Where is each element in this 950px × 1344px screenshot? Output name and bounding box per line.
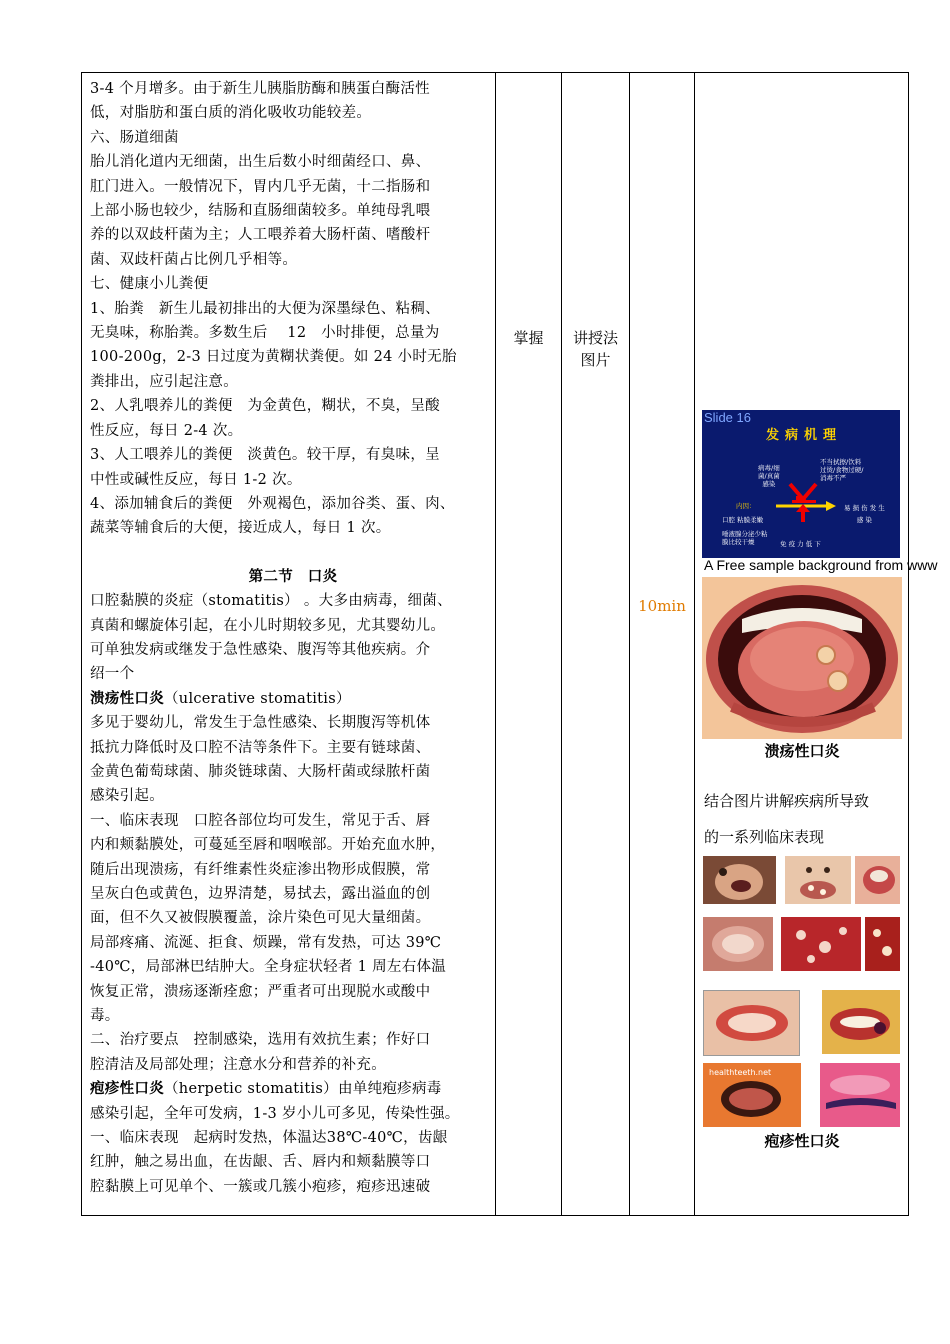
ulcer-text-line: 毒。 <box>90 1008 120 1025</box>
digestive-text-line: 菌、双歧杆菌占比例几乎相等。 <box>90 251 298 268</box>
slide-inner-cause: 内因： <box>736 502 756 510</box>
herpes-text-line: 感染引起，全年可发病，1-3 岁小儿可多见，传染性强。 <box>90 1105 460 1122</box>
herpes-photo-6 <box>865 917 900 971</box>
column-divider <box>561 73 562 1215</box>
herpes-heading-rest: （herpetic stomatitis）由单纯疱疹病毒 <box>164 1081 442 1098</box>
slide-title: 发病机理 <box>766 428 843 443</box>
ulcer-text-line: 面，但不久又被假膜覆盖，涂片染色可见大量细菌。 <box>90 910 431 927</box>
ulcer-text-line: 局部疼痛、流涎、拒食、烦躁，常有发热，可达 39℃ <box>90 934 442 951</box>
herpes-photo-2 <box>785 856 851 904</box>
herpes-heading: 疱疹性口炎 <box>90 1080 164 1098</box>
stomatitis-intro-line: 真菌和螺旋体引起，在小儿时期较多见，尤其婴幼儿。 <box>90 617 446 634</box>
ulcer-text-line: 呈灰白色或黄色，边界清楚，易拭去，露出溢血的创 <box>90 886 431 902</box>
stomatitis-intro-line: 口腔黏膜的炎症（stomatitis） 。大多由病毒，细菌、 <box>90 593 452 610</box>
time-allocation: 10min <box>638 597 686 615</box>
photo-watermark: healthteeth.net <box>709 1068 772 1077</box>
digestive-text-line: 蔬菜等辅食后的大便，接近成人，每日 1 次。 <box>90 520 391 537</box>
herpes-photo-1 <box>703 856 776 904</box>
note-line-2: 的一系列临床表现 <box>704 828 825 846</box>
teaching-note <box>704 783 869 855</box>
digestive-text-line: 3-4 个月增多。由于新生儿胰脂肪酶和胰蛋白酶活性 <box>90 81 430 97</box>
herpes-photo-3 <box>855 856 900 904</box>
ulcer-heading-line <box>90 687 496 711</box>
slide-result: 易 损 伤 发 生 感 染 <box>844 504 885 524</box>
ulcer-text-line: 随后出现溃疡，有纤维素性炎症渗出物形成假膜，常 <box>90 861 431 878</box>
ulcer-mouth-photo <box>702 577 902 739</box>
digestive-text-line: 上部小肠也较少，结肠和直肠细菌较多。单纯母乳喂 <box>90 203 431 220</box>
herpes-text-line: 红肿，触之易出血，在齿龈、舌、唇内和颊黏膜等口 <box>90 1154 431 1171</box>
note-line-1: 结合图片讲解疾病所导致 <box>704 792 870 810</box>
digestive-text-line: 2、人乳喂养儿的粪便 为金黄色，糊状，不臭，呈酸 <box>90 398 440 415</box>
digestive-text-line: 中性或碱性反应，每日 1-2 次。 <box>90 471 302 488</box>
digestive-text-line: 肛门进入。一般情况下，胃内几乎无菌，十二指肠和 <box>90 178 431 195</box>
section-title: 第二节 口炎 <box>248 567 338 585</box>
digestive-text-line: 100-200g，2-3 日过度为黄糊状粪便。如 24 小时无胎 <box>90 349 457 366</box>
digestive-text-line: 六、肠道细菌 <box>90 129 179 146</box>
herpes-photo-8 <box>822 990 900 1054</box>
digestive-text-line: 无臭味，称胎粪。多数生后 12 小时排便，总量为 <box>90 325 440 342</box>
ulcer-text-line: 金黄色葡萄球菌、肺炎链球菌、大肠杆菌或绿脓杆菌 <box>90 763 431 780</box>
herpes-text-line: 腔黏膜上可见单个、一簇或几簇小疱疹，疱疹迅速破 <box>90 1178 431 1195</box>
column-divider <box>694 73 695 1215</box>
slide-tag: Slide 16 <box>704 410 751 425</box>
method-lecture: 讲授法 <box>572 329 618 347</box>
stomatitis-intro-line: 绍一个 <box>90 666 135 683</box>
digestive-text-line: 养的以双歧杆菌为主；人工喂养着大肠杆菌、嗜酸杆 <box>90 227 431 244</box>
ulcer-text-line: 二、治疗要点 控制感染，选用有效抗生素；作好口 <box>90 1032 431 1049</box>
herpes-photo-9 <box>703 1063 801 1127</box>
slide-inner-items: 口腔 粘膜柔嫩 唾液腺分泌少粘 膜比较干燥 <box>722 516 768 546</box>
digestive-text-line: 3、人工喂养儿的粪便 淡黄色。较干厚，有臭味，呈 <box>90 447 440 464</box>
ulcer-text-line: 内和颊黏膜处，可蔓延至唇和咽喉部。开始充血水肿， <box>90 837 446 854</box>
herpes-heading-line <box>90 1077 496 1101</box>
ulcer-text-line: -40℃，局部淋巴结肿大。全身症状轻者 1 周左右体温 <box>90 959 447 976</box>
ulcer-text-line: 一、临床表现 口腔各部位均可发生，常见于舌、唇 <box>90 812 431 829</box>
ulcer-heading: 溃疡性口炎 <box>90 689 164 707</box>
lesson-content <box>90 77 496 1199</box>
herpes-photo-4 <box>703 917 773 971</box>
requirement-level: 掌握 <box>513 329 544 347</box>
digestive-text-line: 1、胎粪 新生儿最初排出的大便为深墨绿色、粘稠、 <box>90 300 440 317</box>
method-pictures: 图片 <box>580 351 611 369</box>
digestive-text-line: 性反应，每日 2-4 次。 <box>90 422 243 439</box>
ulcer-text-line: 感染引起。 <box>90 788 164 805</box>
stomatitis-intro-line: 可单独发病或继发于急性感染、腹泻等其他疾病。介 <box>90 641 431 658</box>
ulcer-text-line: 多见于婴幼儿，常发生于急性感染、长期腹泻等机体 <box>90 715 431 732</box>
herpes-photo-10 <box>820 1063 900 1127</box>
pathogenesis-slide <box>702 410 900 558</box>
herpes-photo-5 <box>781 917 861 971</box>
slide-right-cause: 不当拭擦/饮料 过烫/食物过硬/ 消毒不严 <box>820 458 864 482</box>
digestive-text-line: 低，对脂肪和蛋白质的消化吸收功能较差。 <box>90 105 372 122</box>
caption-herpetic: 疱疹性口炎 <box>764 1132 840 1150</box>
slide-footer-text: A Free sample background from www <box>704 557 938 573</box>
digestive-text-line: 七、健康小儿粪便 <box>90 276 209 293</box>
herpes-photo-7 <box>703 990 800 1056</box>
ulcer-text-line: 腔清洁及局部处理；注意水分和营养的补充。 <box>90 1056 386 1073</box>
teaching-method <box>562 327 629 371</box>
column-divider <box>629 73 630 1215</box>
herpes-text-line: 一、临床表现 起病时发热，体温达38℃-40℃，齿龈 <box>90 1130 448 1147</box>
digestive-text-line: 胎儿消化道内无细菌，出生后数小时细菌经口、鼻、 <box>90 154 431 171</box>
ulcer-text-line: 恢复正常，溃疡逐渐痊愈；严重者可出现脱水或酸中 <box>90 983 431 1000</box>
ulcer-heading-rest: （ulcerative stomatitis） <box>164 690 351 707</box>
slide-left-cause: 病毒/细 菌/真菌 感染 <box>758 464 780 488</box>
ulcer-text-line: 抵抗力降低时及口腔不洁等条件下。主要有链球菌、 <box>90 739 431 756</box>
caption-ulcerative: 溃疡性口炎 <box>764 742 840 760</box>
slide-immunity: 免 疫 力 低 下 <box>780 540 821 548</box>
digestive-text-line: 粪排出，应引起注意。 <box>90 373 238 390</box>
digestive-text-line: 4、添加辅食后的粪便 外观褐色，添加谷类、蛋、肉、 <box>90 495 455 512</box>
mouth-illustration <box>702 577 902 739</box>
